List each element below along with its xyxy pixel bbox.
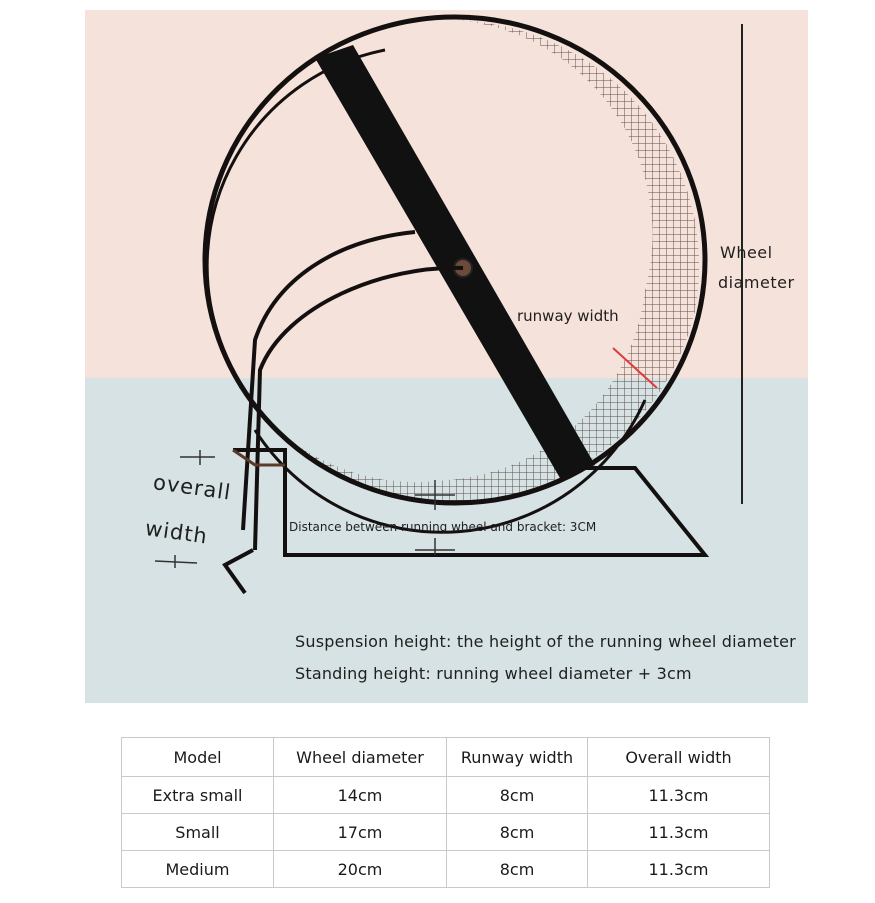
cell-runway-width: 8cm: [447, 777, 588, 814]
standing-height-note: Standing height: running wheel diameter + 3cm: [295, 664, 692, 683]
runway-width-label: runway width: [517, 307, 619, 325]
wheel-crossbar: [315, 45, 595, 478]
cell-model: Extra small: [122, 777, 274, 814]
suspension-height-note: Suspension height: the height of the running wheel diameter: [295, 632, 796, 651]
overall-width-label-line2: width: [143, 516, 210, 549]
cell-wheel-diameter: 14cm: [274, 777, 447, 814]
product-photo: [85, 10, 808, 703]
header-model: Model: [122, 738, 274, 777]
wheel-diameter-label-line1: Wheel: [720, 243, 773, 262]
table-row: [122, 777, 770, 814]
cell-wheel-diameter: 17cm: [274, 814, 447, 851]
cell-overall-width: 11.3cm: [588, 851, 770, 888]
cell-model: Medium: [122, 851, 274, 888]
distance-label: Distance between running wheel and bracket: 3CM: [289, 520, 597, 534]
size-table: [121, 737, 770, 888]
table-row: [122, 851, 770, 888]
header-overall-width: Overall width: [588, 738, 770, 777]
overall-width-tick-bottom: [155, 561, 197, 563]
cell-runway-width: 8cm: [447, 814, 588, 851]
table-row: [122, 814, 770, 851]
stand-hook: [225, 550, 253, 593]
header-runway-width: Runway width: [447, 738, 588, 777]
running-wheel-illustration: [85, 10, 808, 703]
overall-width-label-line1: overall: [151, 470, 233, 505]
cell-overall-width: 11.3cm: [588, 814, 770, 851]
cell-wheel-diameter: 20cm: [274, 851, 447, 888]
wheel-diameter-label-line2: diameter: [718, 273, 795, 292]
cell-model: Small: [122, 814, 274, 851]
header-wheel-diameter: Wheel diameter: [274, 738, 447, 777]
cell-overall-width: 11.3cm: [588, 777, 770, 814]
cell-runway-width: 8cm: [447, 851, 588, 888]
table-header-row: [122, 738, 770, 777]
